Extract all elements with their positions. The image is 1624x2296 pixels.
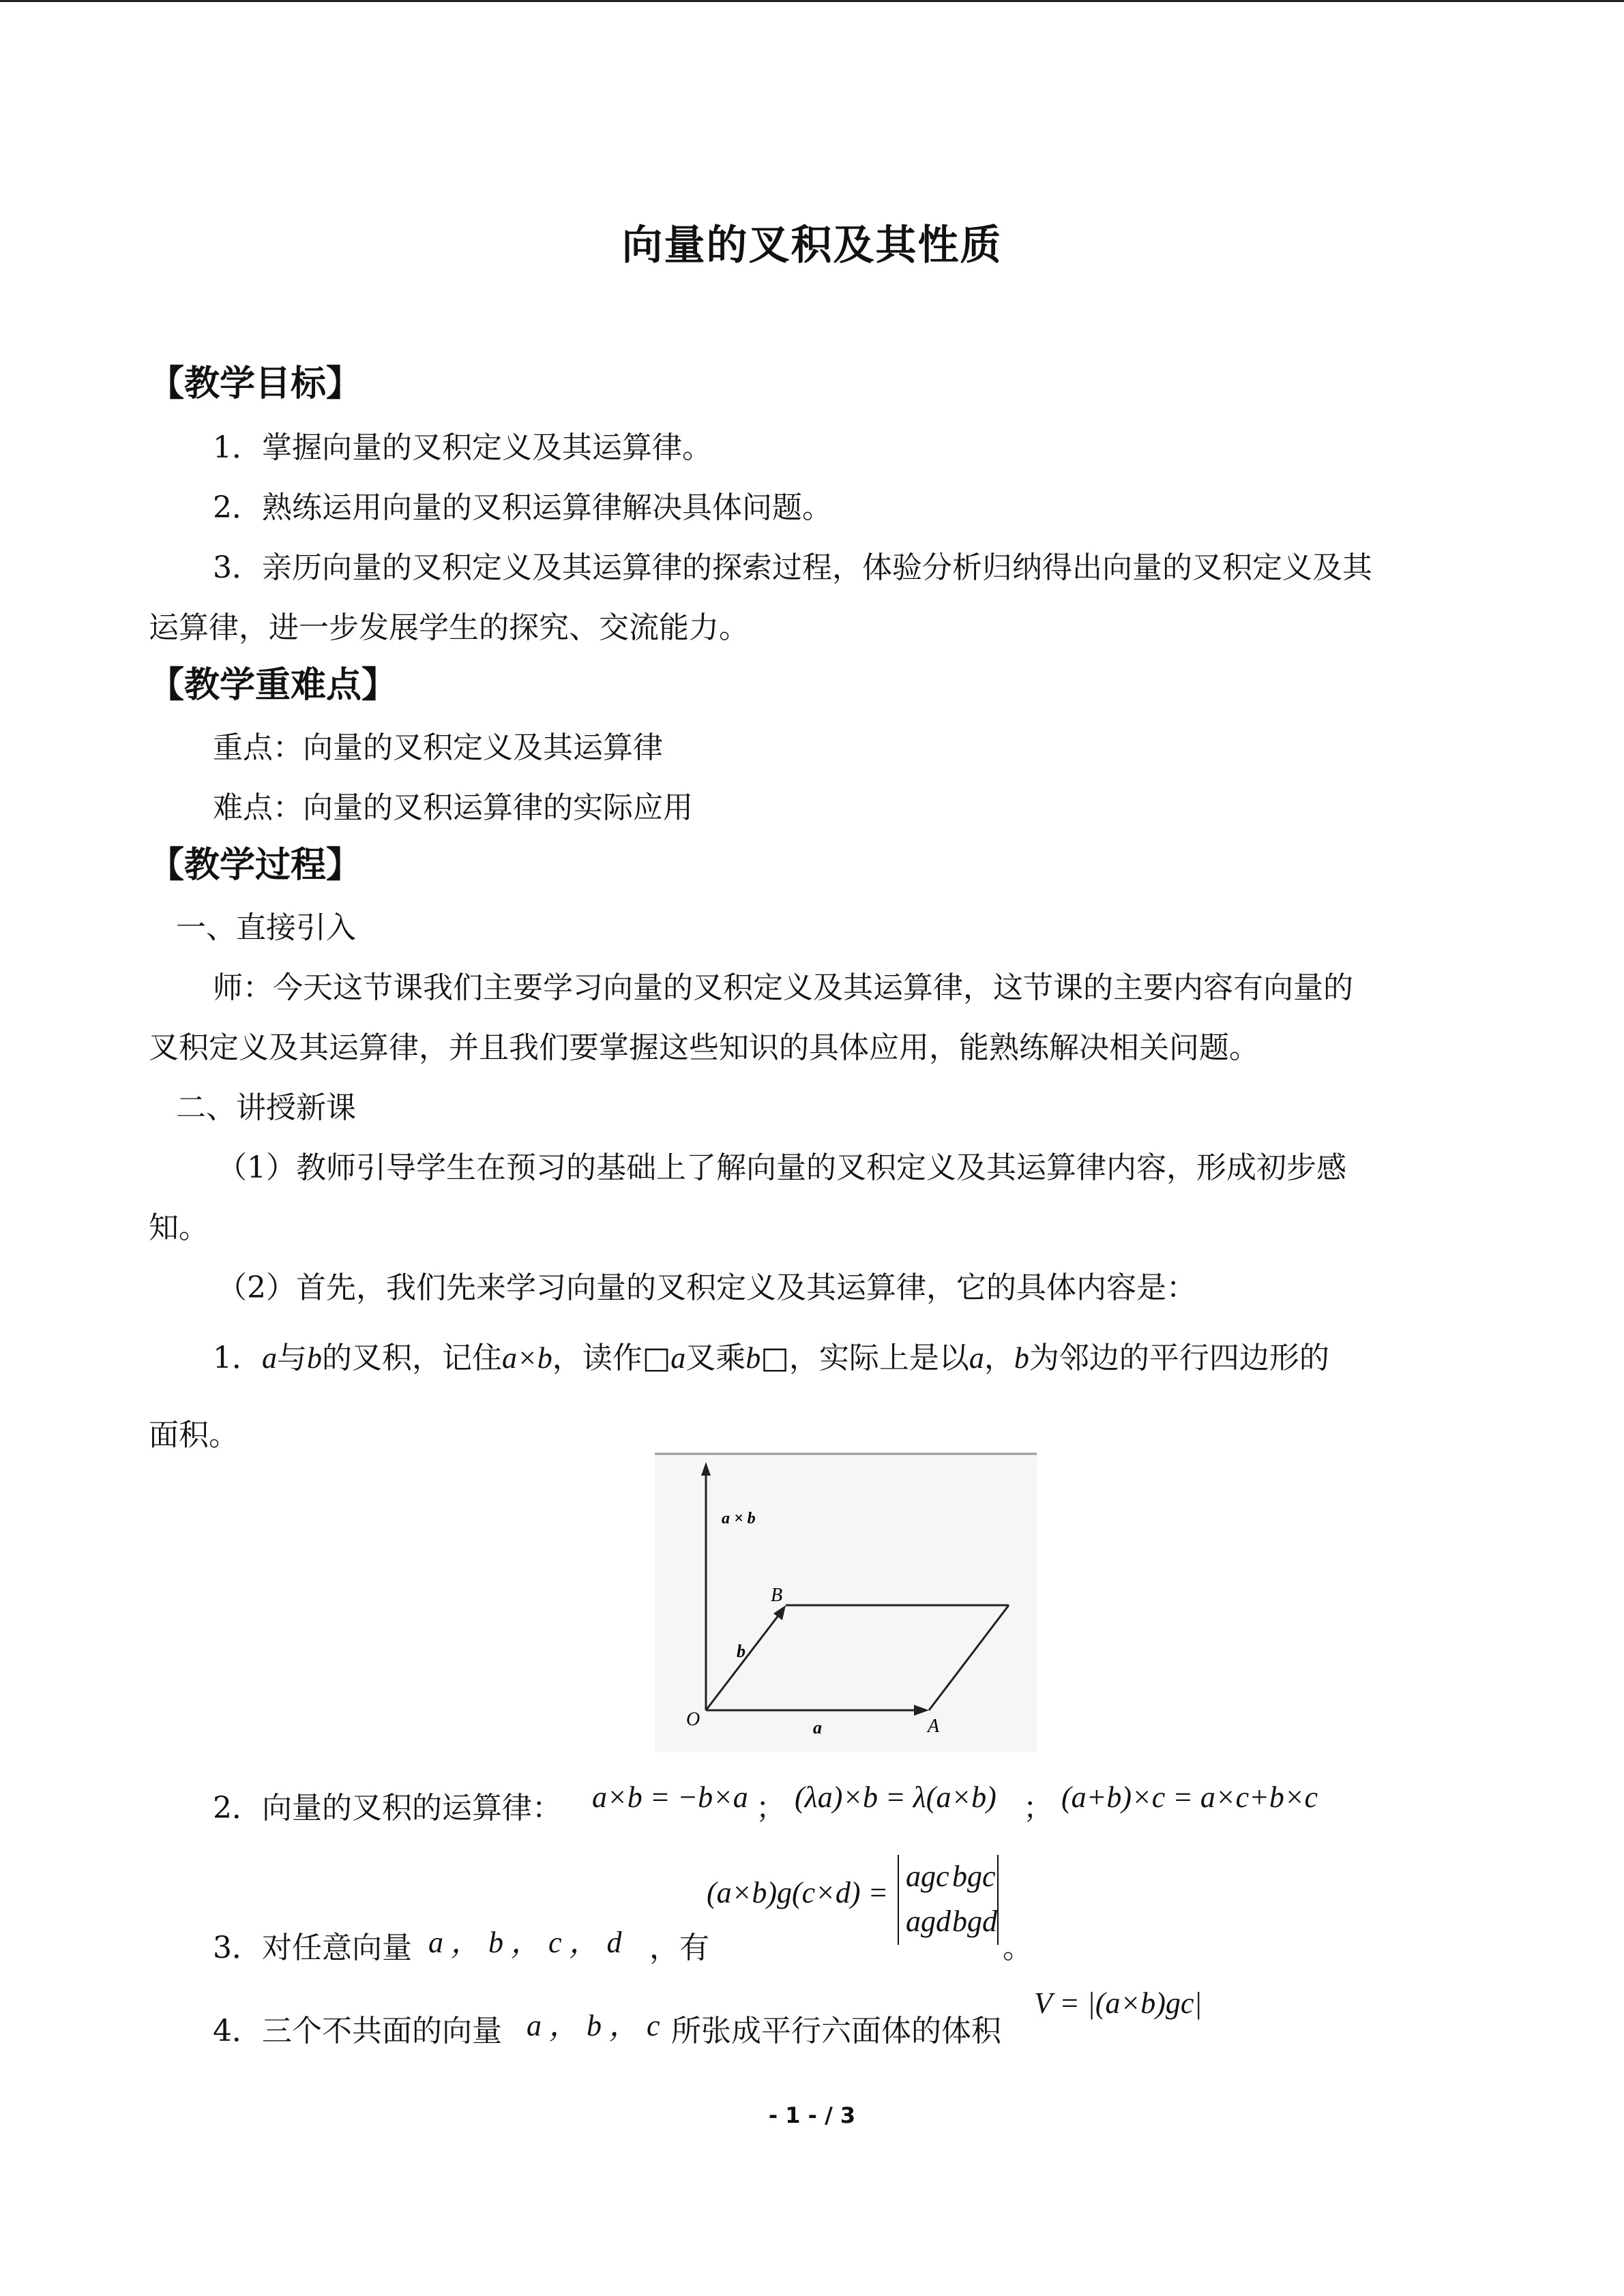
item-4-text: 所张成平行六面体的体积 <box>671 2014 1001 2048</box>
point-o-label: O <box>686 1709 700 1730</box>
item-2-label: 2．向量的叉积的运算律： <box>213 1791 562 1825</box>
det-entry-1-1: agc <box>906 1860 949 1893</box>
lagrange-identity-lhs: (a×b)g(c×d) = <box>707 1876 889 1909</box>
vector-a-3: a <box>969 1341 984 1375</box>
goal-1: 1．掌握向量的叉积定义及其运算律。 <box>213 430 712 465</box>
goal-3-line2: 运算律，进一步发展学生的探究、交流能力。 <box>149 610 749 645</box>
top-border <box>0 0 1624 2</box>
page-number: - 1 - / 3 <box>768 2102 856 2128</box>
paragraph-1-line1: （1）教师引导学生在预习的基础上了解向量的叉积定义及其运算律内容，形成初步感 <box>217 1150 1346 1185</box>
determinant <box>898 1855 999 1945</box>
vector-a: a <box>262 1341 277 1375</box>
vector-b-label: b <box>737 1641 745 1661</box>
vector-b-3: b <box>1014 1341 1029 1375</box>
item-1-text-6: ， <box>984 1341 1014 1375</box>
new-lesson-heading: 二、讲授新课 <box>176 1090 356 1125</box>
paragraph-2: （2）首先，我们先来学习向量的叉积定义及其运算律，它的具体内容是： <box>217 1270 1196 1305</box>
item-3-vectors: a ， b ， c ， d <box>428 1926 622 1959</box>
item-4-label: 4．三个不共面的向量 <box>213 2014 502 2048</box>
difficult-point: 难点：向量的叉积运算律的实际应用 <box>213 790 693 825</box>
vector-a-label: a <box>813 1718 822 1738</box>
law-separator-2: ； <box>1023 1791 1053 1825</box>
vector-a-2: a <box>670 1341 686 1375</box>
det-entry-2-2: bgd <box>952 1905 997 1938</box>
det-entry-2-1: agd <box>906 1905 951 1938</box>
distributive-law: (a+b)×c = a×c+b×c <box>1061 1780 1318 1814</box>
axis-label-axb: a × b <box>722 1510 756 1527</box>
section-heading-process: 【教学过程】 <box>149 845 362 886</box>
section-heading-keypoints: 【教学重难点】 <box>149 665 398 706</box>
item-1-number: 1． <box>213 1341 262 1375</box>
vector-b-2: b <box>745 1341 761 1375</box>
item-1-text-7: 为邻边的平行四边形的 <box>1029 1341 1329 1375</box>
figure-background <box>655 1452 1037 1753</box>
goal-2: 2．熟练运用向量的叉积运算律解决具体问题。 <box>213 490 832 525</box>
anticommutative-law: a×b = −b×a <box>592 1780 748 1814</box>
key-point: 重点：向量的叉积定义及其运算律 <box>213 730 663 765</box>
intro-line2: 叉积定义及其运算律，并且我们要掌握这些知识的具体应用，能熟练解决相关问题。 <box>149 1030 1259 1065</box>
parallelogram-figure <box>655 1452 1037 1753</box>
item-1-text-2: 的叉积，记住 <box>322 1341 502 1375</box>
section-heading-goals: 【教学目标】 <box>149 363 362 404</box>
scalar-multiplication-law: (λa)×b = λ(a×b) <box>795 1780 996 1814</box>
intro-heading: 一、直接引入 <box>176 910 356 945</box>
item-1-text-1: 与 <box>277 1341 307 1375</box>
det-entry-1-2: bgc <box>952 1860 996 1893</box>
vector-b: b <box>307 1341 322 1375</box>
goal-3-line1: 3．亲历向量的叉积定义及其运算律的探索过程，体验分析归纳得出向量的叉积定义及其 <box>213 550 1372 585</box>
paragraph-1-line2: 知。 <box>149 1210 209 1245</box>
item-3-have: ，有 <box>649 1930 709 1965</box>
item-1-line1 <box>213 1333 1329 1377</box>
item-1-text-4: 叉乘 <box>685 1341 746 1375</box>
cross-product-notation: a×b <box>502 1341 552 1375</box>
document-title: 向量的叉积及其性质 <box>621 222 1003 269</box>
item-1-text-5: □，实际上是以 <box>761 1341 969 1375</box>
point-a-label: A <box>928 1716 940 1737</box>
intro-line1: 师：今天这节课我们主要学习向量的叉积定义及其运算律，这节课的主要内容有向量的 <box>213 970 1353 1005</box>
item-4-vectors: a ， b ， c <box>527 2009 660 2042</box>
item-3-period: 。 <box>1003 1930 1033 1965</box>
item-3-label: 3．对任意向量 <box>213 1930 412 1965</box>
point-b-label: B <box>771 1585 783 1606</box>
item-1-text-3: ，读作□ <box>552 1341 671 1375</box>
law-separator-1: ； <box>756 1791 786 1825</box>
item-1-line2: 面积。 <box>149 1418 239 1452</box>
parallelepiped-volume-formula: V = |(a×b)gc| <box>1034 1986 1202 2020</box>
